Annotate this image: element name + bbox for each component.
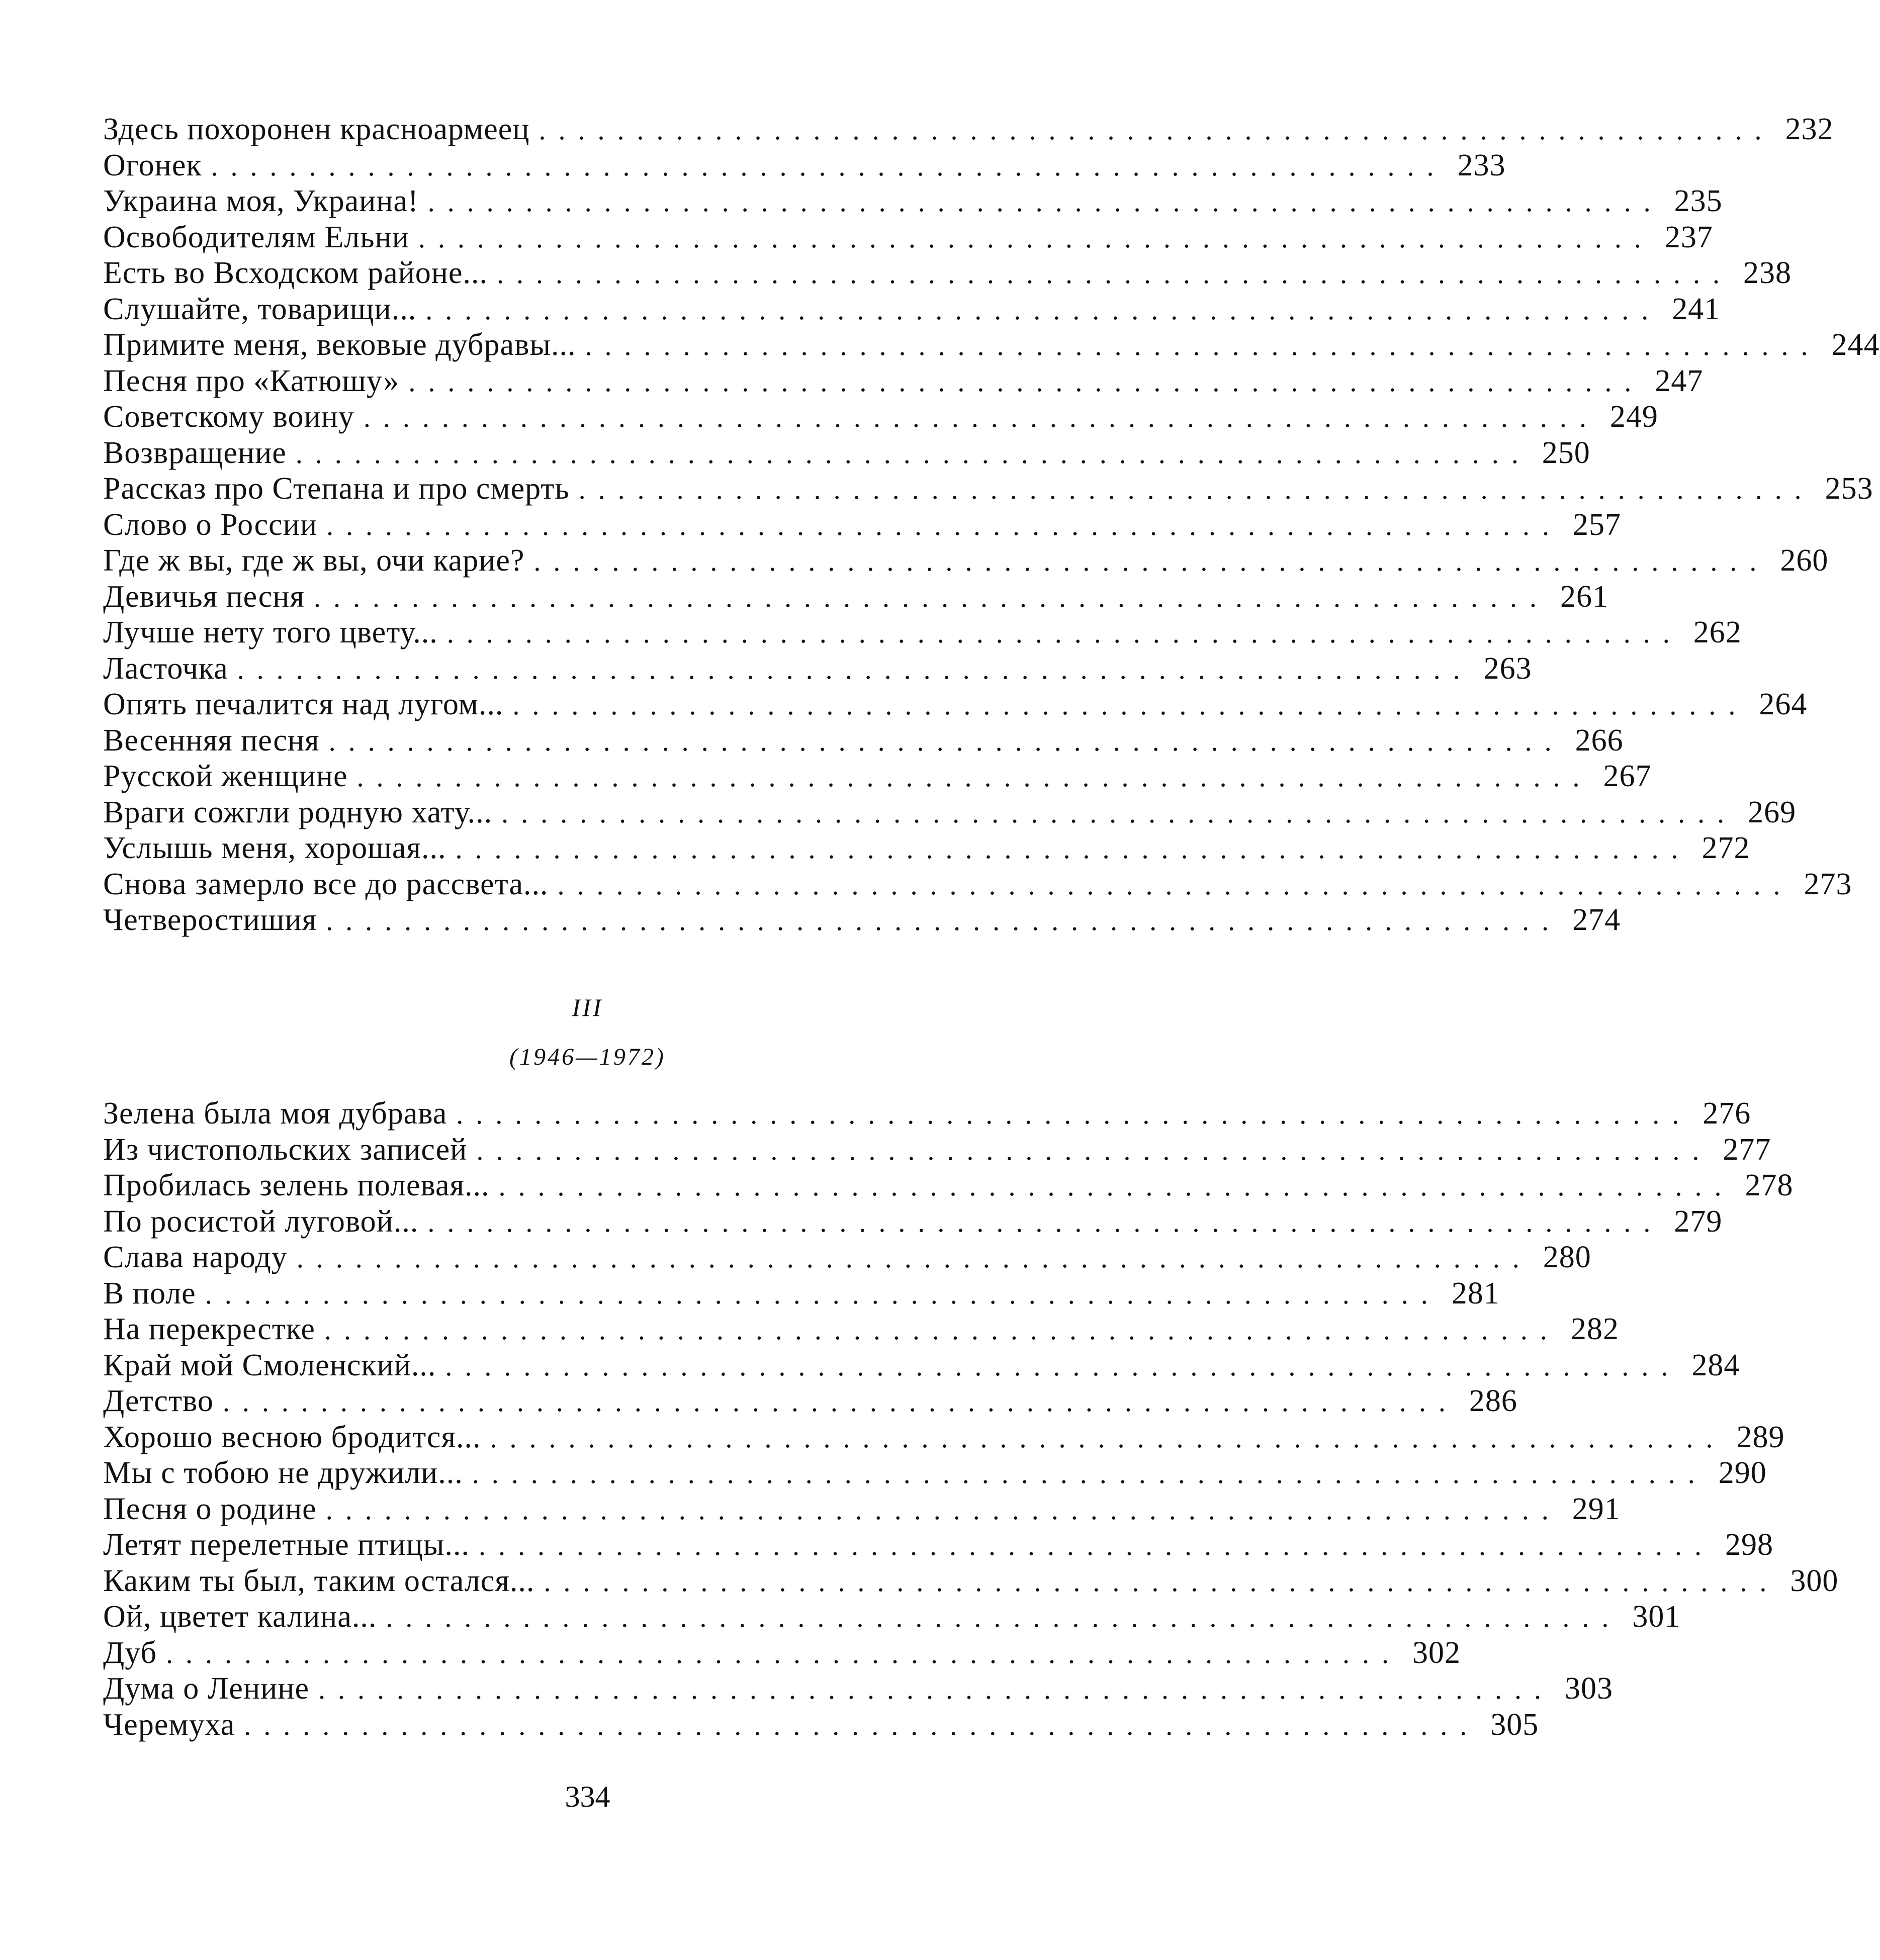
- toc-page-number: 238: [1743, 256, 1792, 290]
- toc-title: Хорошо весною бродится...: [103, 1420, 481, 1454]
- toc-title: Летят перелетные птицы...: [103, 1528, 470, 1562]
- toc-title: Девичья песня: [103, 579, 305, 614]
- dot-leader: ...............................................................: [445, 1350, 1681, 1382]
- toc-row: [103, 1312, 1619, 1348]
- toc-row: [103, 830, 1750, 867]
- toc-page-number: 241: [1672, 292, 1721, 326]
- toc-row: [103, 1168, 1794, 1204]
- toc-row: [103, 1563, 1839, 1600]
- toc-page-number: 272: [1702, 831, 1750, 865]
- toc-title: Черемуха: [103, 1707, 235, 1742]
- toc-row: [103, 579, 1608, 615]
- toc-page-number: 281: [1451, 1276, 1500, 1311]
- toc-row: [103, 1420, 1785, 1456]
- toc-row: [103, 687, 1808, 723]
- dot-leader: ...............................................................: [446, 618, 1682, 649]
- toc-title: Четверостишия: [103, 903, 317, 937]
- dot-leader: ...............................................................: [497, 258, 1733, 290]
- toc-title: Слушайте, товарищи...: [103, 292, 417, 326]
- toc-page-number: 247: [1655, 363, 1704, 398]
- toc-page-number: 263: [1483, 651, 1532, 686]
- section-heading-numeral: III: [572, 993, 603, 1021]
- toc-row: [103, 651, 1532, 687]
- toc-title: Дуб: [103, 1635, 157, 1670]
- toc-page-number: 273: [1804, 867, 1852, 901]
- toc-title: Опять печалится над лугом...: [103, 687, 504, 721]
- toc-page-number: 260: [1780, 543, 1829, 578]
- toc-row: [103, 902, 1621, 939]
- dot-leader: ...............................................................: [328, 725, 1564, 757]
- toc-title: На перекрестке: [103, 1312, 315, 1346]
- toc-title: Дума о Ленине: [103, 1671, 310, 1706]
- toc-row: [103, 471, 1873, 507]
- toc-row: [103, 1671, 1614, 1707]
- toc-row: [103, 759, 1652, 795]
- toc-page-number: 290: [1718, 1456, 1767, 1490]
- dot-leader: ...............................................................: [472, 1458, 1708, 1489]
- toc-row: [103, 1132, 1771, 1168]
- toc-title: Пробилась зелень полевая...: [103, 1168, 490, 1202]
- toc-row: [103, 148, 1506, 184]
- toc-page-number: 289: [1736, 1420, 1785, 1454]
- toc-page-number: 235: [1674, 184, 1723, 218]
- toc-title: Русской женщине: [103, 759, 348, 793]
- toc-title: Край мой Смоленский...: [103, 1348, 436, 1382]
- toc-title: Возвращение: [103, 435, 287, 470]
- toc-page-number: 250: [1542, 435, 1590, 470]
- toc-page-number: 244: [1831, 328, 1880, 362]
- section-heading-years: (1946—1972): [509, 1044, 666, 1070]
- dot-leader: ...............................................................: [318, 1674, 1554, 1705]
- toc-row: [103, 363, 1704, 400]
- toc-row: [103, 1276, 1500, 1312]
- toc-page-number: 282: [1570, 1312, 1619, 1346]
- toc-row: [103, 723, 1624, 759]
- toc-page-number: 249: [1609, 400, 1658, 434]
- toc-page-number: 303: [1565, 1671, 1614, 1706]
- toc-page-number: 276: [1703, 1096, 1751, 1131]
- toc-title: Примите меня, вековые дубравы...: [103, 328, 576, 362]
- toc-title: Рассказ про Степана и про смерть: [103, 472, 570, 506]
- toc-row: [103, 112, 1834, 148]
- toc-page-number: 261: [1560, 579, 1608, 614]
- toc-page-number: 280: [1543, 1240, 1591, 1274]
- toc-row: [103, 543, 1829, 579]
- dot-leader: ...............................................................: [427, 1206, 1663, 1238]
- dot-leader: ...............................................................: [557, 869, 1793, 901]
- dot-leader: ...............................................................: [324, 1315, 1560, 1346]
- toc-row: [103, 1204, 1723, 1240]
- toc-row: [103, 220, 1713, 256]
- toc-page-number: 274: [1572, 903, 1621, 937]
- dot-leader: ...............................................................: [476, 1135, 1712, 1166]
- toc-row: [103, 1527, 1773, 1563]
- toc-row: [103, 435, 1590, 472]
- toc-title: Из чистопольских записей: [103, 1132, 468, 1167]
- page-number: 334: [565, 1780, 610, 1813]
- toc-page-number: 237: [1664, 220, 1713, 254]
- dot-leader: ...............................................................: [490, 1422, 1726, 1454]
- dot-leader: ...............................................................: [512, 690, 1748, 721]
- toc-title: Ой, цветет калина...: [103, 1600, 377, 1634]
- toc-title: Украина моя, Украина!: [103, 184, 419, 218]
- dot-leader: ...............................................................: [325, 1494, 1561, 1526]
- toc-title: Слово о России: [103, 507, 318, 542]
- toc-row: [103, 1348, 1740, 1384]
- dot-leader: ...............................................................: [326, 905, 1562, 937]
- toc-title: Советскому воину: [103, 400, 354, 434]
- dot-leader: ...............................................................: [295, 438, 1531, 470]
- toc-title: Снова замерло все до рассвета...: [103, 867, 549, 901]
- dot-leader: ...............................................................: [244, 1710, 1480, 1741]
- toc-page-number: 301: [1632, 1600, 1681, 1634]
- toc-page-number: 267: [1603, 759, 1652, 793]
- toc-row: [103, 183, 1723, 220]
- dot-leader: ...............................................................: [211, 150, 1447, 182]
- toc-row: [103, 507, 1622, 543]
- toc-row: [103, 1455, 1767, 1491]
- dot-leader: ...............................................................: [533, 546, 1769, 577]
- toc-title: Враги сожгли родную хату...: [103, 795, 493, 829]
- toc-row: [103, 1707, 1539, 1743]
- toc-title: Мы с тобою не дружили...: [103, 1456, 463, 1490]
- toc-title: Лучше нету того цвету...: [103, 615, 438, 649]
- toc-title: Весенняя песня: [103, 723, 320, 758]
- toc-row: [103, 255, 1792, 292]
- dot-leader: ...............................................................: [326, 510, 1562, 541]
- toc-title: Детство: [103, 1384, 214, 1418]
- toc-title: По росистой луговой...: [103, 1204, 419, 1239]
- toc-page-number: 284: [1691, 1348, 1740, 1382]
- toc-title: Здесь похоронен красноармеец: [103, 112, 530, 146]
- dot-leader: ...............................................................: [578, 474, 1814, 505]
- dot-leader: ...............................................................: [425, 294, 1661, 326]
- dot-leader: ...............................................................: [498, 1171, 1734, 1202]
- toc-page-number: 305: [1490, 1707, 1539, 1742]
- toc-title: Ласточка: [103, 651, 228, 686]
- dot-leader: ...............................................................: [478, 1530, 1714, 1561]
- dot-leader: ...............................................................: [418, 222, 1654, 254]
- toc-page-number: 266: [1575, 723, 1624, 758]
- toc-row: [103, 1240, 1591, 1276]
- dot-leader: ...............................................................: [386, 1602, 1622, 1633]
- toc-page-number: 277: [1723, 1132, 1771, 1167]
- toc-row: [103, 1096, 1751, 1132]
- toc-page-number: 233: [1457, 148, 1506, 182]
- toc-row: [103, 1599, 1681, 1635]
- dot-leader: ...............................................................: [539, 115, 1774, 146]
- toc-title: Есть во Всходском районе...: [103, 256, 488, 290]
- toc-page-number: 298: [1725, 1528, 1773, 1562]
- toc-page-number: 232: [1785, 112, 1834, 146]
- toc-title: Зелена была моя дубрава: [103, 1096, 447, 1131]
- dot-leader: ...............................................................: [585, 330, 1821, 361]
- dot-leader: ...............................................................: [205, 1278, 1441, 1310]
- toc-page-number: 269: [1748, 795, 1797, 829]
- toc-title: Услышь меня, хорошая...: [103, 831, 446, 865]
- toc-row: [103, 795, 1797, 831]
- dot-leader: ...............................................................: [363, 402, 1599, 433]
- toc-list-part-2: [103, 1096, 1839, 1743]
- toc-title: Освободителям Ельни: [103, 220, 409, 254]
- dot-leader: ...............................................................: [356, 762, 1592, 793]
- toc-row: [103, 615, 1742, 651]
- toc-page-number: 279: [1674, 1204, 1723, 1239]
- dot-leader: ...............................................................: [296, 1243, 1532, 1274]
- toc-page-number: 302: [1412, 1635, 1461, 1670]
- toc-row: [103, 292, 1721, 328]
- dot-leader: ...............................................................: [455, 833, 1691, 865]
- toc-row: [103, 1383, 1517, 1420]
- dot-leader: ...............................................................: [427, 186, 1663, 218]
- toc-page-number: 262: [1693, 615, 1742, 649]
- dot-leader: ...............................................................: [544, 1566, 1779, 1598]
- toc-title: Песня о родине: [103, 1491, 317, 1526]
- toc-page-number: 257: [1573, 507, 1622, 542]
- toc-row: [103, 327, 1880, 363]
- dot-leader: ...............................................................: [456, 1099, 1692, 1130]
- dot-leader: ...............................................................: [166, 1638, 1402, 1669]
- toc-page-number: 278: [1745, 1168, 1794, 1202]
- toc-page-number: 300: [1790, 1563, 1839, 1598]
- toc-list-part-1: [103, 112, 1880, 939]
- dot-leader: ...............................................................: [237, 654, 1473, 685]
- dot-leader: ...............................................................: [313, 582, 1549, 613]
- dot-leader: ...............................................................: [408, 366, 1644, 398]
- toc-row: [103, 1491, 1621, 1528]
- dot-leader: ...............................................................: [501, 797, 1737, 829]
- toc-title: Слава народу: [103, 1240, 288, 1274]
- toc-row: [103, 399, 1658, 435]
- dot-leader: ...............................................................: [222, 1386, 1458, 1418]
- toc-page-number: 291: [1572, 1491, 1621, 1526]
- toc-row: [103, 1635, 1461, 1671]
- toc-page-number: 253: [1825, 472, 1873, 506]
- toc-title: Песня про «Катюшу»: [103, 363, 400, 398]
- toc-title: В поле: [103, 1276, 196, 1311]
- toc-row: [103, 867, 1852, 903]
- toc-page-number: 264: [1759, 687, 1808, 721]
- toc-page-number: 286: [1469, 1384, 1517, 1418]
- toc-title: Огонек: [103, 148, 202, 182]
- toc-title: Где ж вы, где ж вы, очи карие?: [103, 543, 525, 578]
- toc-title: Каким ты был, таким остался...: [103, 1563, 535, 1598]
